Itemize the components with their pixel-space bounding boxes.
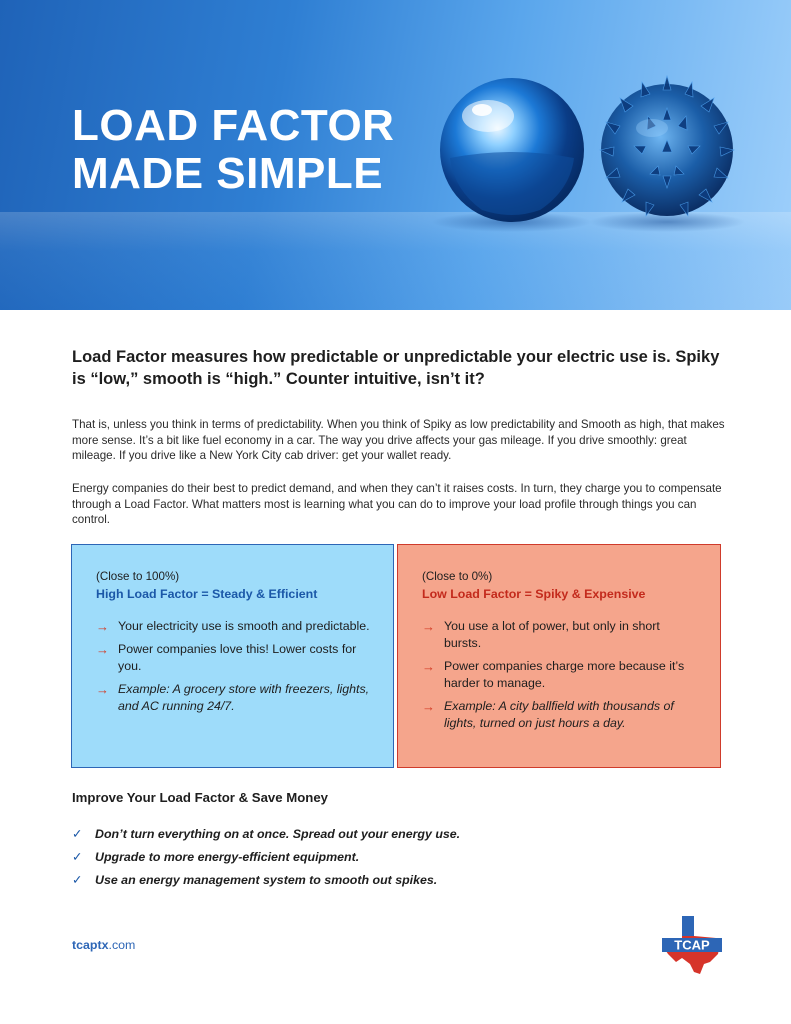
list-item bbox=[422, 658, 698, 692]
tip-item bbox=[72, 826, 460, 842]
list-item-text: Power companies charge more because it’s harder to manage. bbox=[444, 659, 685, 690]
high-load-factor-box bbox=[71, 544, 394, 768]
page-title bbox=[72, 102, 394, 198]
checkmark-icon: ✓ bbox=[72, 873, 83, 887]
low-range-label: (Close to 0%) bbox=[422, 570, 493, 583]
list-item-text: Example: A grocery store with freezers, lights, and AC running 24/7. bbox=[118, 682, 370, 713]
tip-item bbox=[72, 849, 460, 865]
tip-text: Don’t turn everything on at once. Spread out your energy use. bbox=[95, 827, 461, 841]
high-range-label: (Close to 100%) bbox=[96, 570, 180, 583]
website-link[interactable] bbox=[72, 938, 135, 952]
checkmark-icon: ✓ bbox=[72, 827, 83, 841]
low-load-factor-list bbox=[422, 618, 698, 732]
improve-section-title: Improve Your Load Factor & Save Money bbox=[72, 790, 328, 805]
intro-paragraph-1: That is, unless you think in terms of predictability. When you think of Spiky as low predictability and Smooth as high, that makes more sense. It’s a bit like fuel economy in a car. The way you drive affects your gas mileage. If you drive smoothly: great mileage. If you drive like a New York City cab driver: get your wallet ready. bbox=[72, 418, 725, 462]
list-item-text: Power companies love this! Lower costs for you. bbox=[118, 642, 357, 673]
checkmark-icon: ✓ bbox=[72, 850, 83, 864]
tip-text: Upgrade to more energy-efficient equipment. bbox=[95, 850, 360, 864]
right-arrow-icon: → bbox=[422, 699, 435, 714]
list-item bbox=[96, 641, 371, 675]
right-arrow-icon: → bbox=[96, 619, 109, 634]
website-link-domain: tcaptx bbox=[72, 938, 109, 952]
list-item-text: Example: A city ballfield with thousands of lights, turned on just hours a day. bbox=[444, 699, 674, 730]
improve-tips-list bbox=[72, 826, 460, 895]
low-load-factor-heading: Low Load Factor = Spiky & Expensive bbox=[422, 587, 646, 601]
hero-spheres-illustration bbox=[420, 50, 791, 310]
tip-item bbox=[72, 872, 460, 888]
right-arrow-icon: → bbox=[422, 659, 435, 674]
list-item-example bbox=[422, 698, 698, 732]
hero-banner bbox=[0, 0, 791, 310]
high-load-factor-list bbox=[96, 618, 371, 715]
intro-paragraph-2: Energy companies do their best to predict demand, and when they can’t it raises costs. In turn, they charge you to compensate through a Load Factor. What matters most is learning what you can do to improve your load profile through things you can control. bbox=[72, 482, 722, 526]
right-arrow-icon: → bbox=[96, 682, 109, 697]
list-item-text: You use a lot of power, but only in short bursts. bbox=[444, 619, 660, 650]
list-item-example bbox=[96, 681, 371, 715]
spiky-sphere bbox=[600, 76, 734, 216]
list-item bbox=[96, 618, 371, 635]
website-link-tld: .com bbox=[108, 938, 136, 952]
low-load-factor-box bbox=[397, 544, 721, 768]
right-arrow-icon: → bbox=[96, 642, 109, 657]
logo-wordmark: TCAP bbox=[674, 937, 710, 953]
list-item bbox=[422, 618, 698, 652]
tcap-logo bbox=[660, 914, 724, 978]
page-title-line-1: LOAD FACTOR bbox=[72, 101, 395, 150]
tip-text: Use an energy management system to smooth out spikes. bbox=[95, 873, 438, 887]
smooth-sphere bbox=[440, 78, 584, 222]
list-item-text: Your electricity use is smooth and predictable. bbox=[118, 619, 370, 633]
page-title-line-2: MADE SIMPLE bbox=[72, 149, 384, 198]
lead-statement: Load Factor measures how predictable or unpredictable your electric use is. Spiky is “low,” smooth is “high.” Counter intuitive, isn’t it? bbox=[72, 348, 720, 388]
right-arrow-icon: → bbox=[422, 619, 435, 634]
high-load-factor-heading: High Load Factor = Steady & Efficient bbox=[96, 587, 318, 601]
